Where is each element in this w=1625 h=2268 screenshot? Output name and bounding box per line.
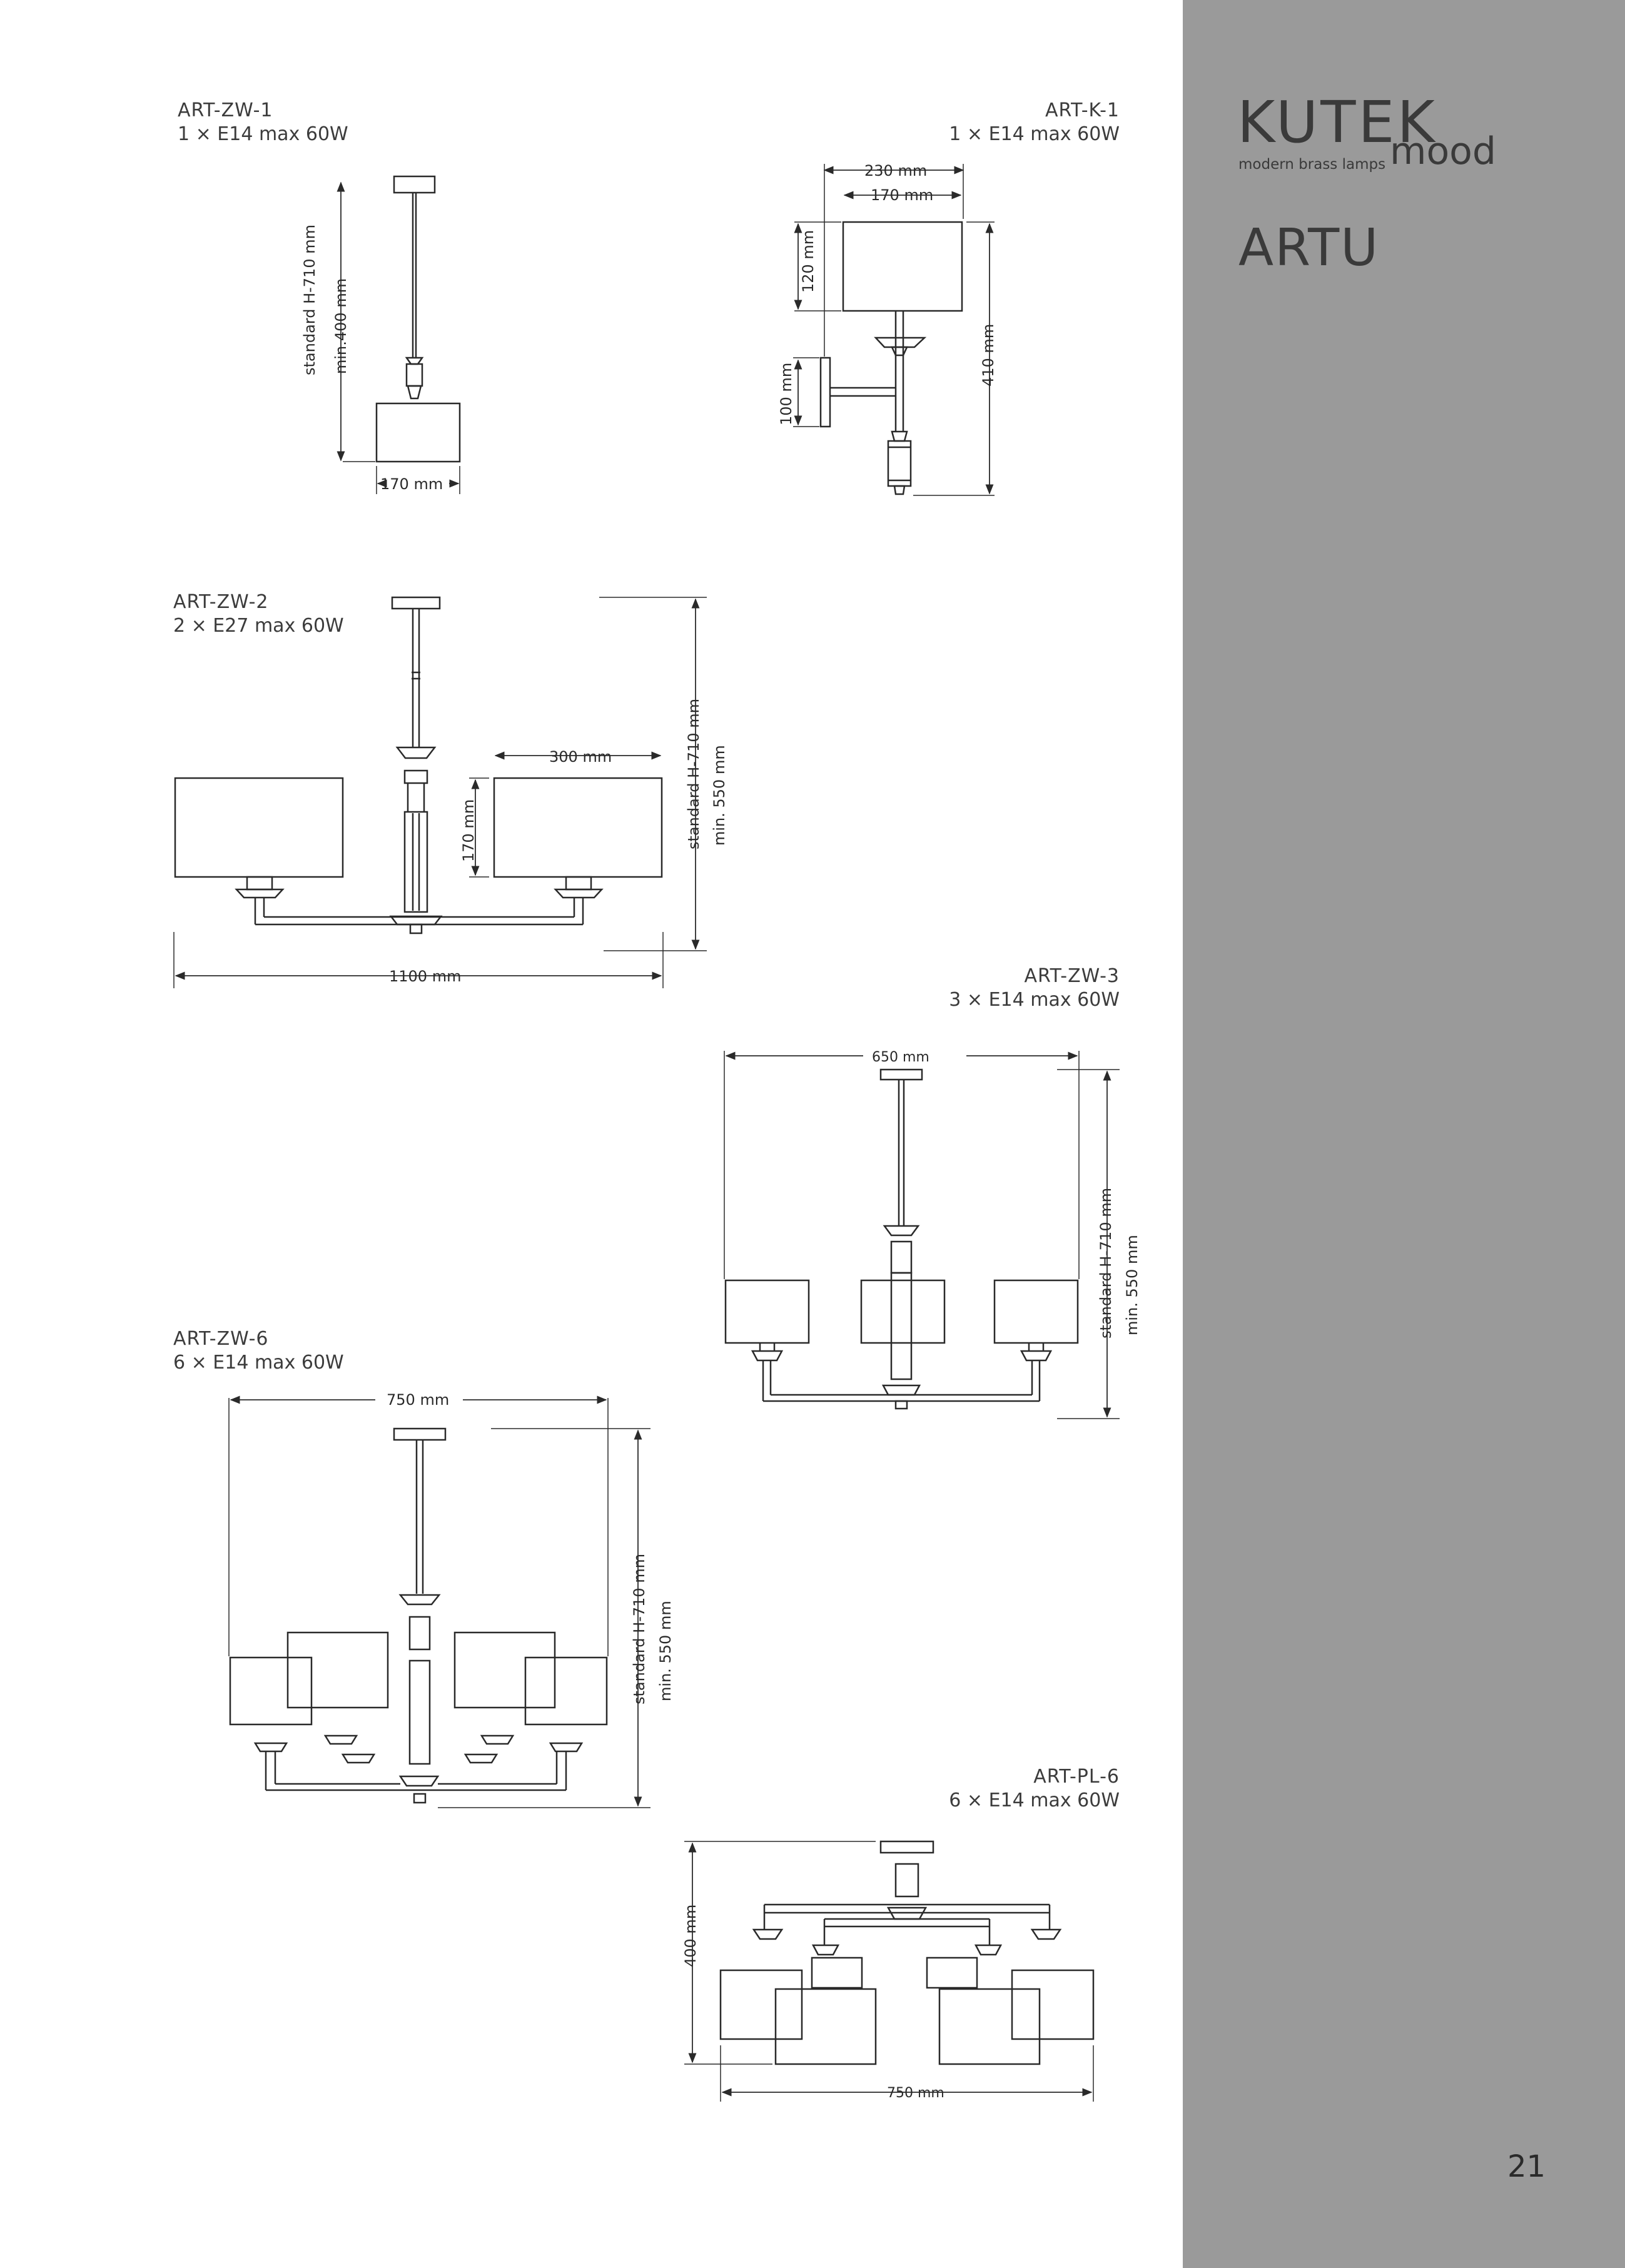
drawing-zw3 [724, 1051, 1120, 1419]
dim-zw3-width: 650 mm [872, 1050, 929, 1065]
product-code: ART-ZW-2 [173, 591, 269, 613]
dim-zw2-shade-height: 170 mm [460, 799, 477, 862]
product-code: ART-K-1 [1045, 99, 1120, 121]
logo-sub: mood [1390, 129, 1496, 173]
dim-pl6-height: 400 mm [682, 1904, 699, 1967]
dim-k1-arm: 100 mm [777, 362, 795, 425]
dim-zw6-width: 750 mm [387, 1391, 450, 1409]
product-spec: 1 × E14 max 60W [178, 123, 348, 145]
page-number: 21 [1507, 2149, 1546, 2184]
dim-zw3-height: standard H-710 mm [1097, 1188, 1115, 1339]
product-spec: 6 × E14 max 60W [173, 1352, 344, 1374]
logo-wordmark: KUTEK [1237, 89, 1437, 156]
product-spec: 2 × E27 max 60W [173, 615, 344, 637]
dim-zw2-min: min. 550 mm [711, 745, 728, 846]
product-spec: 3 × E14 max 60W [949, 989, 1120, 1011]
dim-k1-width-total: 230 mm [864, 162, 928, 180]
product-spec: 6 × E14 max 60W [949, 1790, 1120, 1811]
dim-zw3-min: min. 550 mm [1123, 1235, 1141, 1335]
dim-zw2-shade-width: 300 mm [549, 748, 612, 766]
product-spec: 1 × E14 max 60W [949, 123, 1120, 145]
product-code: ART-ZW-1 [178, 99, 273, 121]
dim-zw1-width: 170 mm [380, 475, 443, 493]
brand-sidebar [1183, 0, 1625, 2268]
product-code: ART-PL-6 [1033, 1766, 1120, 1788]
drawing-zw6 [229, 1398, 651, 1808]
dim-k1-height: 410 mm [980, 323, 997, 387]
drawing-pl6 [684, 1841, 1093, 2102]
logo-tagline: modern brass lamps [1238, 156, 1386, 173]
product-code: ART-ZW-3 [1024, 965, 1120, 987]
dim-zw1-min: min.400 mm [332, 278, 350, 374]
brand-logo [1237, 89, 1512, 181]
drawing-k1 [793, 164, 995, 495]
collection-title: ARTU [1238, 218, 1380, 278]
drawing-zw2 [174, 597, 707, 988]
dim-zw2-height: standard H-710 mm [685, 699, 702, 849]
dim-zw6-height: standard H-710 mm [630, 1554, 648, 1704]
dim-k1-shade-height: 120 mm [799, 230, 817, 293]
dim-pl6-width: 750 mm [887, 2085, 944, 2101]
dim-zw2-width: 1100 mm [389, 968, 462, 985]
product-code: ART-ZW-6 [173, 1328, 269, 1350]
dim-k1-width-shade: 170 mm [871, 186, 934, 204]
dim-zw1-height: standard H-710 mm [301, 225, 318, 375]
drawing-zw1 [341, 176, 460, 494]
dim-zw6-min: min. 550 mm [657, 1601, 674, 1701]
